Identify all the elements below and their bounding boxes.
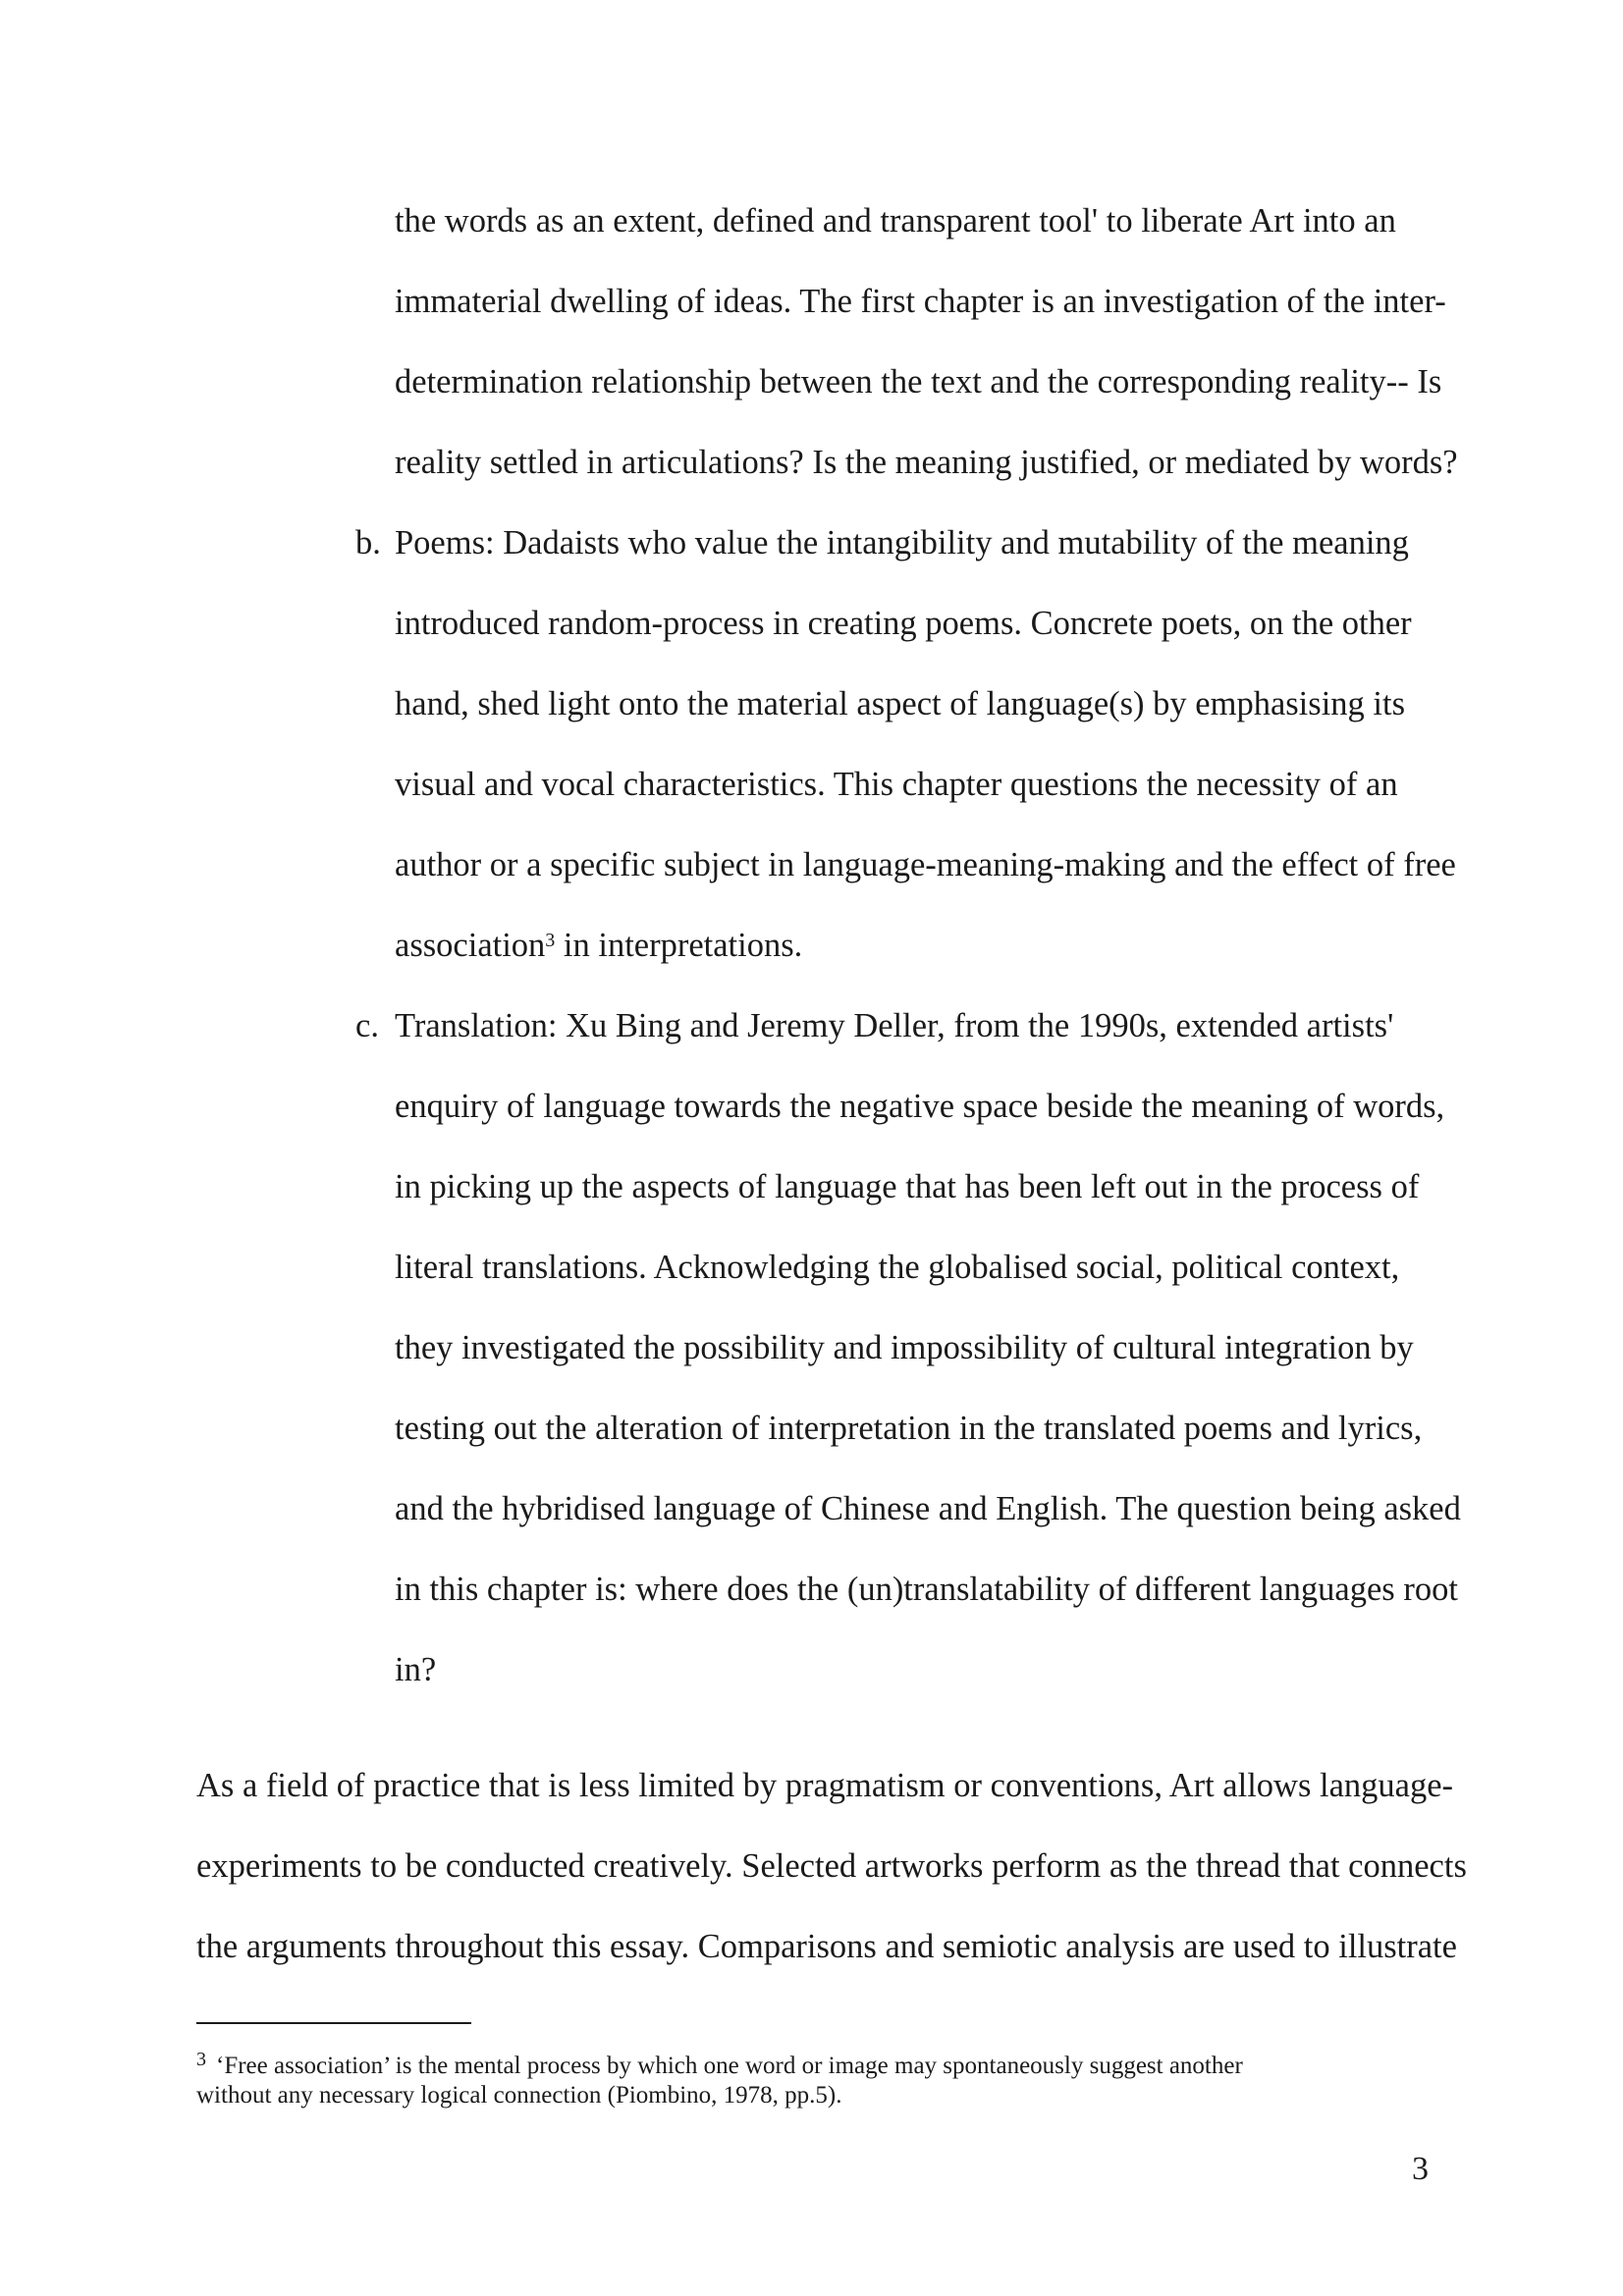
list-marker-c: c.	[355, 1007, 379, 1044]
list-item-b-text: in interpretations.	[555, 927, 803, 964]
footnote-line: ‘Free association’ is the mental process by which one word or image may spontaneously suggest another	[216, 2053, 1243, 2079]
list-continuation-line: determination relationship between the text and the corresponding reality-- Is	[395, 363, 1442, 400]
body-paragraph-line: As a field of practice that is less limited by pragmatism or conventions, Art allows language-	[196, 1767, 1454, 1804]
footnote-line: without any necessary logical connection (Piombino, 1978, pp.5).	[196, 2082, 842, 2109]
list-item-c-line: in this chapter is: where does the (un)translatability of different languages root	[395, 1571, 1458, 1608]
list-item-c-line: and the hybridised language of Chinese and English. The question being asked	[395, 1490, 1461, 1527]
list-item-c-line: in?	[395, 1651, 437, 1688]
footnote-separator	[196, 2022, 471, 2024]
list-item-c-line: enquiry of language towards the negative space beside the meaning of words,	[395, 1088, 1445, 1125]
list-item-b-text: association	[395, 927, 546, 964]
list-item-b-line: hand, shed light onto the material aspect of language(s) by emphasising its	[395, 685, 1406, 722]
list-continuation-line: the words as an extent, defined and transparent tool' to liberate Art into an	[395, 202, 1396, 240]
footnote-mark: 3	[196, 2049, 206, 2070]
body-paragraph-line: the arguments throughout this essay. Comparisons and semiotic analysis are used to illustrate	[196, 1928, 1457, 1965]
page-number: 3	[1412, 2151, 1429, 2187]
list-marker-b: b.	[355, 524, 381, 561]
list-item-c-line: in picking up the aspects of language that has been left out in the process of	[395, 1168, 1420, 1205]
body-paragraph-line: experiments to be conducted creatively. Selected artworks perform as the thread that connects	[196, 1847, 1467, 1885]
list-continuation-line: immaterial dwelling of ideas. The first chapter is an investigation of the inter-	[395, 283, 1446, 320]
list-continuation-line: reality settled in articulations? Is the meaning justified, or mediated by words?	[395, 444, 1458, 481]
list-item-b-last-line	[395, 926, 802, 965]
list-item-b-line: Poems: Dadaists who value the intangibility and mutability of the meaning	[395, 524, 1409, 561]
list-item-b-line: visual and vocal characteristics. This chapter questions the necessity of an	[395, 766, 1398, 803]
list-item-b-line: author or a specific subject in language-meaning-making and the effect of free	[395, 846, 1456, 883]
list-item-b-line: introduced random-process in creating poems. Concrete poets, on the other	[395, 605, 1412, 642]
list-item-c-line: they investigated the possibility and impossibility of cultural integration by	[395, 1329, 1414, 1366]
list-item-c-line: testing out the alteration of interpretation in the translated poems and lyrics,	[395, 1410, 1423, 1447]
list-item-c-line: literal translations. Acknowledging the globalised social, political context,	[395, 1249, 1400, 1286]
list-item-c-line: Translation: Xu Bing and Jeremy Deller, from the 1990s, extended artists'	[395, 1007, 1394, 1044]
footnote-reference[interactable]: 3	[545, 930, 556, 951]
